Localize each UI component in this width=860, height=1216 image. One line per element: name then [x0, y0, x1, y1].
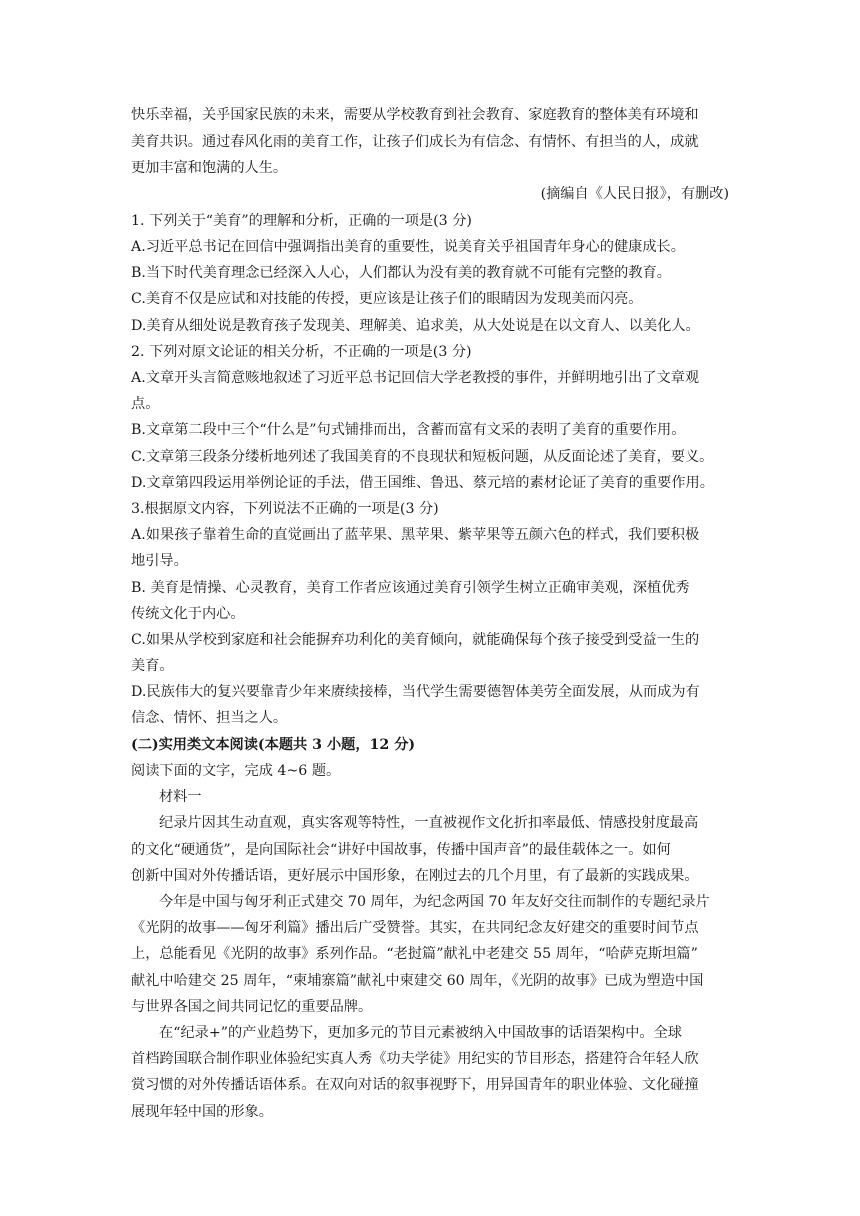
q2-option-c: C.文章第三段条分缕析地列述了我国美育的不良现状和短板问题，从反面论述了美育，要义。 [131, 449, 714, 465]
material-p2-line-5: 与世界各国之间共同记忆的重要品牌。 [131, 999, 373, 1015]
q2-option-d: D.文章第四段运用举例论证的手法，借王国维、鲁迅、蔡元培的素材论证了美育的重要作用。 [131, 475, 714, 491]
q2-option-b: B.文章第二段中三个“什么是”句式铺排而出，含蓄而富有文采的表明了美育的重要作用。 [131, 422, 686, 438]
q3-option-c-line-1: C.如果从学校到家庭和社会能摒弃功利化的美育倾向，就能确保每个孩子接受到受益一生的 [131, 632, 700, 648]
material-p3-line-3: 赏习惯的对外传播话语体系。在双向对话的叙事视野下，用异国青年的职业体验、文化碰撞 [131, 1077, 699, 1093]
section-2-heading: (二)实用类文本阅读(本题共 3 小题，12 分) [131, 737, 416, 753]
q2-option-a-line-1: A.文章开头言简意赅地叙述了习近平总书记回信大学老教授的事件，并鲜明地引出了文章观 [131, 370, 700, 386]
material-p3-line-4: 展现年轻中国的形象。 [131, 1104, 273, 1120]
material-p2-line-4: 献礼中哈建交 25 周年，“柬埔寨篇”献礼中柬建交 60 周年，《光阴的故事》已成为塑造中国 [131, 973, 704, 989]
material-label: 材料一 [159, 789, 202, 805]
q1-option-c: C.美育不仅是应试和对技能的传授，更应该是让孩子们的眼睛因为发现美而闪亮。 [131, 291, 643, 307]
material-p1-line-1: 纪录片因其生动直观，真实客观等特性，一直被视作文化折扣率最低、情感投射度最高 [159, 815, 699, 831]
q3-option-c-line-2: 美育。 [131, 658, 174, 674]
material-p3-line-2: 首档跨国联合制作职业体验纪实真人秀《功夫学徒》用纪实的节目形态，搭建符合年轻人欣 [131, 1051, 699, 1067]
intro-line-2: 美育共识。通过春风化雨的美育工作，让孩子们成长为有信念、有情怀、有担当的人，成就 [131, 134, 699, 150]
material-p2-line-1: 今年是中国与匈牙利正式建交 70 周年，为纪念两国 70 年友好交往而制作的专题纪录片 [159, 894, 710, 910]
q3-option-d-line-1: D.民族伟大的复兴要靠青少年来赓续接棒，当代学生需要德智体美劳全面发展，从而成为有 [131, 684, 700, 700]
q3-option-a-line-1: A.如果孩子靠着生命的直觉画出了蓝苹果、黑苹果、紫苹果等五颜六色的样式，我们要积极 [131, 527, 700, 543]
section-2-instruction: 阅读下面的文字，完成 4~6 题。 [131, 763, 341, 779]
intro-line-3: 更加丰富和饱满的人生。 [131, 160, 288, 176]
material-p1-line-3: 创新中国对外传播话语，更好展示中国形象，在刚过去的几个月里，有了最新的实践成果。 [131, 868, 699, 884]
q1-option-d: D.美育从细处说是教育孩子发现美、理解美、追求美，从大处说是在以文育人、以美化人。 [131, 318, 700, 334]
q3-option-d-line-2: 信念、情怀、担当之人。 [131, 710, 288, 726]
q3-option-b-line-2: 传统文化于内心。 [131, 606, 245, 622]
material-p1-line-2: 的文化“硬通货”，是向国际社会“讲好中国故事，传播中国声音”的最佳载体之一。如何 [131, 842, 671, 858]
q1-stem: 1. 下列关于“美育”的理解和分析，正确的一项是(3 分) [131, 213, 472, 229]
q3-option-b-line-1: B. 美育是情操、心灵教育，美育工作者应该通过美育引领学生树立正确审美观，深植优秀 [131, 580, 690, 596]
q1-option-a: A.习近平总书记在回信中强调指出美育的重要性，说美育关乎祖国青年身心的健康成长。 [131, 239, 685, 255]
material-p2-line-2: 《光阴的故事——匈牙利篇》播出后广受赞誉。其实，在共同纪念友好建交的重要时间节点 [131, 920, 699, 936]
q3-stem: 3.根据原文内容，下列说法不正确的一项是(3 分) [131, 501, 439, 517]
intro-line-1: 快乐幸福，关乎国家民族的未来，需要从学校教育到社会教育、家庭教育的整体美有环境和 [131, 107, 699, 123]
q2-stem: 2. 下列对原文论证的相关分析，不正确的一项是(3 分) [131, 344, 472, 360]
q1-option-b: B.当下时代美育理念已经深入人心，人们都认为没有美的教育就不可能有完整的教育。 [131, 265, 671, 281]
q3-option-a-line-2: 地引导。 [131, 553, 188, 569]
q2-option-a-line-2: 点。 [131, 396, 160, 412]
material-p3-line-1: 在“纪录+”的产业趋势下，更加多元的节目元素被纳入中国故事的话语架构中。全球 [159, 1025, 682, 1041]
source-citation: (摘编自《人民日报》，有删改) [540, 186, 729, 202]
material-p2-line-3: 上，总能看见《光阴的故事》系列作品。“老挝篇”献礼中老建交 55 周年，“哈萨克斯坦篇” [131, 946, 698, 962]
